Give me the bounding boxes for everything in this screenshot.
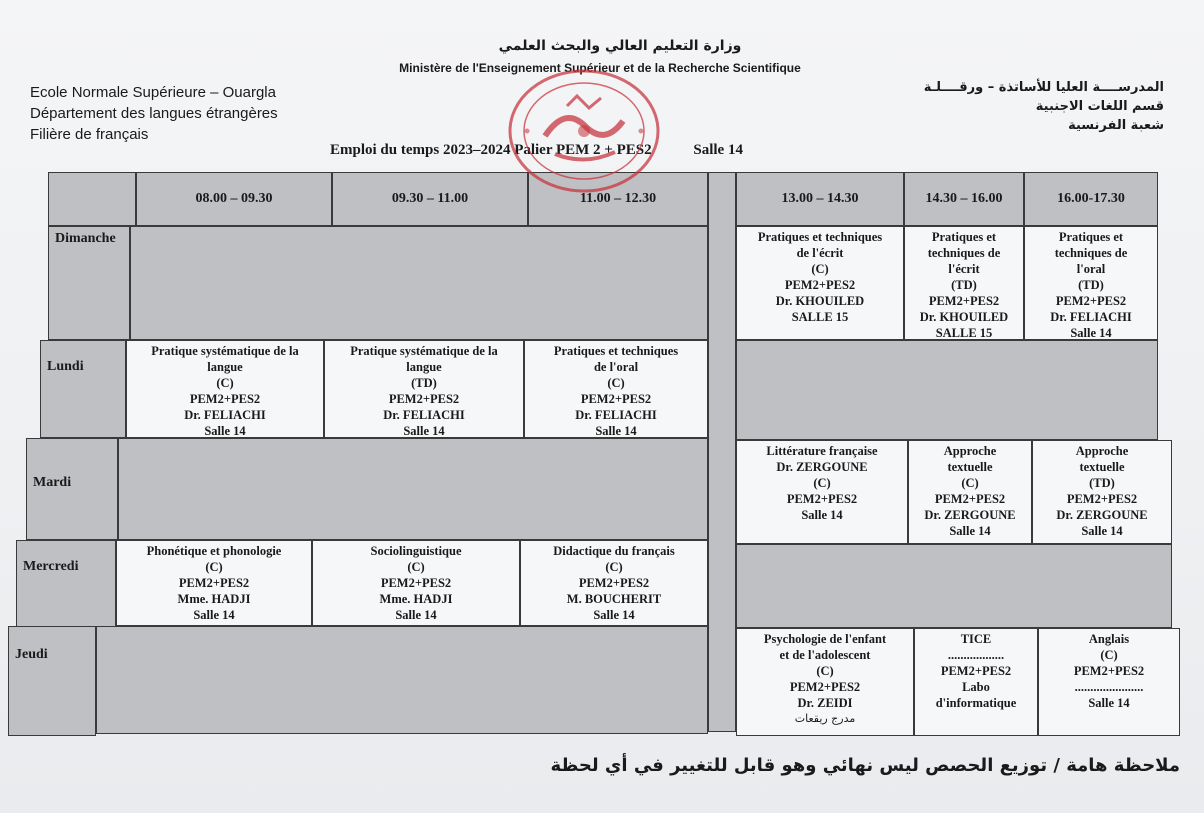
slot-header: 16.00-17.30 bbox=[1024, 172, 1158, 226]
empty-slot bbox=[118, 438, 708, 540]
course-cell bbox=[736, 628, 914, 736]
slot-header: 08.00 – 09.30 bbox=[136, 172, 332, 226]
course-line: Salle 14 bbox=[204, 424, 246, 438]
course-line: (TD) bbox=[1078, 278, 1104, 292]
course-line: Labo bbox=[962, 680, 990, 694]
course-line: textuelle bbox=[947, 460, 993, 474]
institution-block-french bbox=[30, 82, 278, 145]
day-label-mardi: Mardi bbox=[26, 438, 118, 540]
course-line: Psychologie de l'enfant bbox=[763, 632, 887, 646]
course-line: (C) bbox=[605, 560, 623, 574]
course-cell bbox=[1032, 440, 1172, 544]
course-line: (C) bbox=[407, 560, 425, 574]
ministry-title-arabic: وزارة التعليم العالي والبحث العلمي bbox=[498, 38, 742, 54]
course-cell bbox=[736, 226, 904, 340]
course-line: Littérature française bbox=[766, 444, 878, 458]
slot-header: 09.30 – 11.00 bbox=[332, 172, 528, 226]
schedule-room: Salle 14 bbox=[693, 142, 743, 158]
course-line: Mme. HADJI bbox=[379, 592, 453, 606]
course-line: l'oral bbox=[1076, 262, 1106, 276]
course-line: PEM2+PES2 bbox=[789, 680, 861, 694]
course-line: Pratiques et techniques bbox=[757, 230, 883, 244]
course-line: TICE bbox=[960, 632, 992, 646]
course-line: .................. bbox=[947, 648, 1005, 662]
official-stamp bbox=[505, 66, 663, 196]
department-name: Département des langues étrangères bbox=[30, 105, 278, 122]
course-line: techniques de bbox=[927, 246, 1001, 260]
course-line: مدرج ريقعات bbox=[794, 712, 856, 725]
course-line: Dr. FELIACHI bbox=[184, 408, 266, 422]
course-line: PEM2+PES2 bbox=[784, 278, 856, 292]
course-line: (C) bbox=[1100, 648, 1118, 662]
course-line: PEM2+PES2 bbox=[388, 392, 460, 406]
course-line: Salle 14 bbox=[1070, 326, 1112, 340]
course-line: Salle 14 bbox=[595, 424, 637, 438]
course-line: Salle 14 bbox=[949, 524, 991, 538]
course-line: (TD) bbox=[411, 376, 437, 390]
course-line: PEM2+PES2 bbox=[580, 392, 652, 406]
day-label-lundi: Lundi bbox=[40, 340, 126, 438]
course-line: Pratiques et techniques bbox=[553, 344, 679, 358]
course-line: Dr. ZERGOUNE bbox=[776, 460, 868, 474]
course-line: PEM2+PES2 bbox=[578, 576, 650, 590]
school-name: Ecole Normale Supérieure – Ouargla bbox=[30, 84, 276, 101]
course-line: Dr. ZEIDI bbox=[797, 696, 853, 710]
course-line: Pratique systématique de la bbox=[350, 344, 498, 358]
course-line: PEM2+PES2 bbox=[934, 492, 1006, 506]
course-line: Dr. ZERGOUNE bbox=[1056, 508, 1148, 522]
course-line: Sociolinguistique bbox=[370, 544, 462, 558]
midday-break-column bbox=[708, 172, 736, 732]
filiere-name: Filière de français bbox=[30, 126, 149, 143]
course-line: Salle 14 bbox=[403, 424, 445, 438]
course-line: Dr. FELIACHI bbox=[575, 408, 657, 422]
course-line: Salle 14 bbox=[395, 608, 437, 622]
course-line: PEM2+PES2 bbox=[1073, 664, 1145, 678]
course-line: Dr. ZERGOUNE bbox=[924, 508, 1016, 522]
course-line: Dr. KHOUILED bbox=[775, 294, 865, 308]
course-line: PEM2+PES2 bbox=[928, 294, 1000, 308]
course-line: langue bbox=[406, 360, 442, 374]
course-line: (C) bbox=[205, 560, 223, 574]
course-line: PEM2+PES2 bbox=[380, 576, 452, 590]
footer-note: ملاحظة هامة / توزيع الحصص ليس نهائي وهو قابل للتغيير في أي لحظة bbox=[550, 755, 1180, 776]
course-line: d'informatique bbox=[935, 696, 1017, 710]
course-line: ...................... bbox=[1074, 680, 1144, 694]
course-line: PEM2+PES2 bbox=[940, 664, 1012, 678]
course-line: Salle 14 bbox=[193, 608, 235, 622]
day-label-dimanche: Dimanche bbox=[48, 226, 130, 340]
course-line: (C) bbox=[607, 376, 625, 390]
course-line: (TD) bbox=[951, 278, 977, 292]
course-line: Dr. FELIACHI bbox=[1050, 310, 1132, 324]
course-cell bbox=[324, 340, 524, 438]
course-line: (C) bbox=[816, 664, 834, 678]
course-cell bbox=[116, 540, 312, 626]
course-line: Mme. HADJI bbox=[177, 592, 251, 606]
slot-header: 11.00 – 12.30 bbox=[528, 172, 708, 226]
course-line: Approche bbox=[943, 444, 997, 458]
empty-slot bbox=[130, 226, 708, 340]
course-line: Didactique du français bbox=[553, 544, 675, 558]
course-line: Phonétique et phonologie bbox=[146, 544, 282, 558]
course-line: Pratiques et bbox=[1058, 230, 1124, 244]
course-cell bbox=[524, 340, 708, 438]
course-cell bbox=[312, 540, 520, 626]
course-line: de l'oral bbox=[593, 360, 639, 374]
course-line: (TD) bbox=[1089, 476, 1115, 490]
filiere-name-arabic: شعبة الفرنسية bbox=[1068, 118, 1164, 133]
course-line: Anglais bbox=[1088, 632, 1130, 646]
school-name-arabic: المدرســــة العليا للأساتذة – ورقــــلـة bbox=[923, 80, 1164, 95]
course-line: Dr. FELIACHI bbox=[383, 408, 465, 422]
course-line: langue bbox=[207, 360, 243, 374]
course-line: SALLE 15 bbox=[935, 326, 993, 340]
course-cell bbox=[520, 540, 708, 626]
course-line: (C) bbox=[216, 376, 234, 390]
course-line: et de l'adolescent bbox=[779, 648, 871, 662]
course-line: Pratique systématique de la bbox=[151, 344, 299, 358]
empty-slot bbox=[96, 626, 708, 734]
corner-cell bbox=[48, 172, 136, 226]
institution-block-arabic bbox=[834, 78, 1164, 135]
course-cell bbox=[904, 226, 1024, 340]
department-name-arabic: قسم اللغات الاجنبية bbox=[1035, 99, 1164, 114]
course-cell bbox=[1038, 628, 1180, 736]
slot-header: 14.30 – 16.00 bbox=[904, 172, 1024, 226]
course-line: PEM2+PES2 bbox=[1055, 294, 1127, 308]
ministry-title-french: Ministère de l'Enseignement Supérieur et de la Recherche Scientifique bbox=[399, 61, 801, 75]
course-line: PEM2+PES2 bbox=[786, 492, 858, 506]
course-cell bbox=[736, 440, 908, 544]
course-cell bbox=[126, 340, 324, 438]
course-line: Dr. KHOUILED bbox=[919, 310, 1009, 324]
schedule-title-text: Emploi du temps 2023–2024 Palier PEM 2 + PES2 bbox=[330, 142, 652, 158]
course-line: textuelle bbox=[1079, 460, 1125, 474]
course-line: M. BOUCHERIT bbox=[566, 592, 662, 606]
course-line: techniques de bbox=[1054, 246, 1128, 260]
empty-slot bbox=[736, 544, 1172, 628]
course-cell bbox=[908, 440, 1032, 544]
course-line: (C) bbox=[961, 476, 979, 490]
empty-slot bbox=[736, 340, 1158, 440]
course-line: Salle 14 bbox=[1088, 696, 1130, 710]
course-line: Approche bbox=[1075, 444, 1129, 458]
course-line: Salle 14 bbox=[801, 508, 843, 522]
course-line: PEM2+PES2 bbox=[1066, 492, 1138, 506]
course-line: Salle 14 bbox=[593, 608, 635, 622]
course-line: l'écrit bbox=[948, 262, 980, 276]
course-line: Pratiques et bbox=[931, 230, 997, 244]
day-label-mercredi: Mercredi bbox=[16, 540, 116, 628]
day-label-jeudi: Jeudi bbox=[8, 626, 96, 736]
course-cell bbox=[914, 628, 1038, 736]
course-cell bbox=[1024, 226, 1158, 340]
slot-header: 13.00 – 14.30 bbox=[736, 172, 904, 226]
course-line: (C) bbox=[811, 262, 829, 276]
course-line: Salle 14 bbox=[1081, 524, 1123, 538]
course-line: PEM2+PES2 bbox=[189, 392, 261, 406]
course-line: (C) bbox=[813, 476, 831, 490]
course-line: de l'écrit bbox=[796, 246, 844, 260]
course-line: SALLE 15 bbox=[791, 310, 849, 324]
course-line: PEM2+PES2 bbox=[178, 576, 250, 590]
